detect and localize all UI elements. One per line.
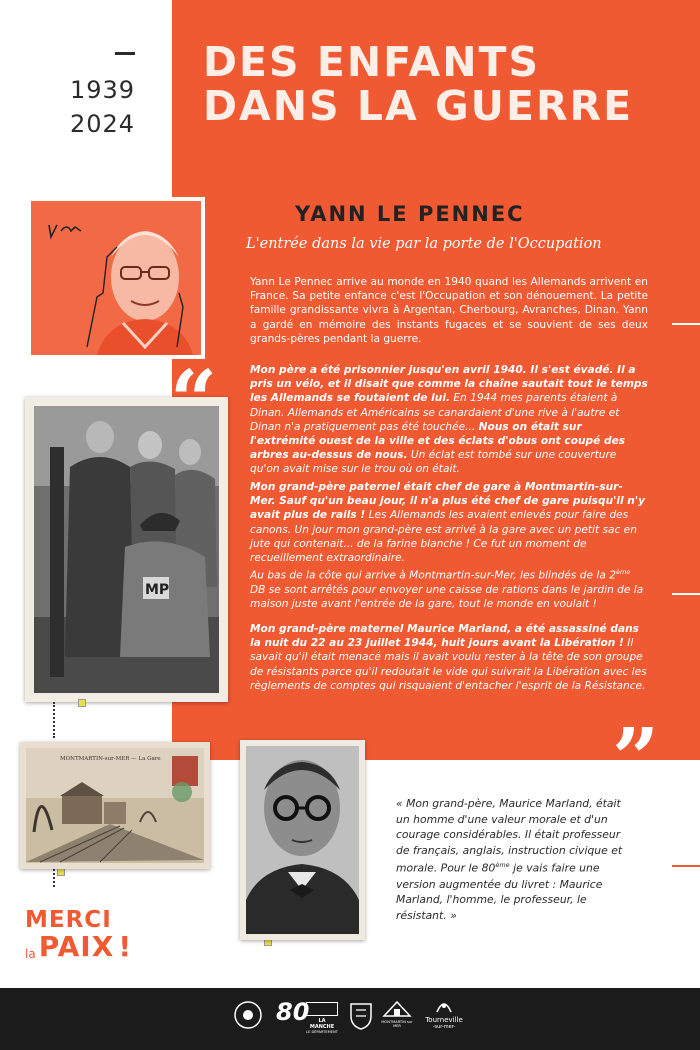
merci-exclamation: ! (118, 930, 132, 963)
p1-bold-2: Nous on était sur l'extrémité ouest de la ville et des éclats d'obus ont coupé des arbres au-dessus de nous. (250, 420, 626, 462)
connector-dots (53, 702, 55, 738)
person-subtitle: L'entrée dans la vie par la porte de l'Occupation (246, 236, 602, 252)
manche-text: LA MANCHE (309, 1018, 335, 1030)
edge-tick (672, 323, 700, 325)
quote-text-a: « Mon grand-père, Maurice Marland, était un homme d'une valeur morale et d'un courage considérables. Il était professeur de français, anglais, instruction civique et morale. Pour le 80 (396, 797, 623, 875)
year-start: 1939 (70, 76, 136, 104)
montmartin-logo (380, 1000, 414, 1028)
title-line-1: DES ENFANTS (203, 38, 541, 86)
quote-sup: ème (495, 861, 510, 870)
portrait-photo (27, 197, 205, 359)
armband-text: MP (145, 582, 170, 598)
quote-text-b: je vais faire une version augmentée du livret : Maurice Marland, l'homme, le professeur, le résistant. » (396, 861, 603, 922)
page-title (203, 40, 683, 128)
p2-bold: Mon grand-père paternel était chef de gare à Montmartin-sur-Mer. Sauf qu'un beau jour, il n'a plus été chef de gare puisqu'il n'y avait plus de rails ! (250, 481, 645, 522)
logo-80: 80 (276, 998, 310, 1026)
p3-sup: ème (615, 568, 631, 576)
edge-tick (672, 593, 700, 595)
station-postcard (20, 742, 210, 869)
connector-square (57, 868, 65, 876)
edge-tick (672, 865, 700, 867)
testimony-paragraph-3 (250, 565, 648, 611)
p4-text: Il savait qu'il était menacé mais il avait voulu rester à la tête de son groupe de résistants parce qu'il redoutait le vide qui suivrait la Libération avec les règlements de comptes qui risquaient d'entacher l'esprit de la Résistance. (250, 637, 647, 692)
p3-text-b: DB se sont arrêtés pour envoyer une caisse de rations dans le jardin de la maison juste avant l'entrée de la gare, tout le monde en voulait ! (250, 583, 644, 610)
tourneville-logo (422, 998, 466, 1030)
tourneville-sub-text: -sur-mer- (432, 1024, 456, 1030)
grandfather-quote (396, 796, 628, 923)
manche-logo (306, 1002, 338, 1034)
testimony-paragraph-4 (250, 622, 648, 693)
connector-dots (53, 869, 55, 887)
person-name: YANN LE PENNEC (295, 202, 525, 226)
tourneville-text: Tourneville (425, 1016, 463, 1024)
p4-bold: Mon grand-père maternel Maurice Marland, a été assassiné dans la nuit du 22 au 23 juillet 1944, huit jours avant la Libération ! (250, 623, 639, 650)
seal-logo (233, 1000, 263, 1032)
year-dash (115, 52, 135, 55)
p3-text-a: Au bas de la côte qui arrive à Montmartin-sur-Mer, les blindés de la 2 (250, 569, 616, 582)
merci-paix: PAIX (38, 930, 115, 963)
grandfather-photo (240, 740, 365, 940)
merci-la: la (25, 947, 36, 961)
p1-text: En 1944 mes parents étaient à Dinan. Allemands et Américains se canardaient d'une rive à l'autre et Dinan n'a pratiquement pas été touchée... (250, 392, 620, 433)
year-end: 2024 (70, 110, 136, 138)
p1-bold: Mon père a été prisonnier jusqu'en avril 1940. Il s'est évadé. Il a pris un vélo, et il disait que comme la chaîne sautait tout le temps les Allemands se foutaient de lui. (250, 364, 648, 405)
montmartin-text: MONTMARTIN sur MER (381, 1020, 413, 1028)
postcard-caption: MONTMARTIN-sur-MER — La Gare (60, 756, 161, 762)
quote-close-icon: ” (612, 711, 660, 807)
testimony-paragraph-2 (250, 480, 648, 565)
p2-text: Les Allemands les avaient enlevés pour faire des canons. Un jour mon grand-père est arrivé à la gare avec un petit sac en jute qui contenait... de la farine blanche ! Ce fut un moment de recueillement extraordinaire. (250, 509, 637, 565)
crest-logo (348, 1000, 374, 1032)
footer-logos-bar (0, 988, 700, 1050)
manche-sub-text: LE DÉPARTEMENT (306, 1030, 338, 1034)
p1-text-2: Un éclat est tombé sur une couverture qu'on avait mise sur le trou où on était. (250, 449, 617, 476)
intro-paragraph: Yann Le Pennec arrive au monde en 1940 quand les Allemands arrivent en France. Sa petite enfance c'est l'Occupation et son dénouement. La petite famille grandissante vivra à Argentan, Cherbourg, Avranches, Dinan. Yann a gardé en mémoire des instants fugaces et se souvient de ses deux grands-pères pendant la guerre. (250, 276, 648, 345)
merci-word: MERCI (25, 907, 112, 933)
testimony-paragraph-1 (250, 363, 648, 477)
title-line-2: DANS LA GUERRE (203, 82, 634, 130)
connector-square (78, 699, 86, 707)
soldiers-photo (25, 397, 228, 702)
merci-la-paix-logo (25, 908, 131, 962)
